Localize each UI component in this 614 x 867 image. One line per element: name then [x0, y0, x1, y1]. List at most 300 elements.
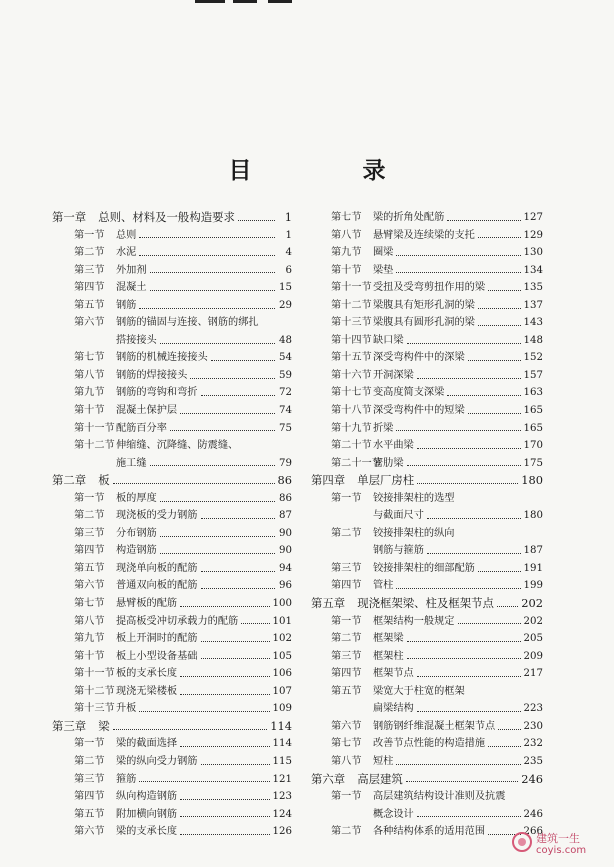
section-number: 第三节	[331, 650, 362, 662]
toc-section-row[interactable]	[311, 525, 543, 543]
toc-section-row[interactable]	[311, 753, 543, 771]
dot-leader	[180, 745, 269, 747]
page-number: 230	[523, 720, 543, 732]
section-title: 铰接排架柱的细部配筋	[373, 562, 475, 574]
toc-section-row[interactable]	[52, 402, 292, 420]
toc-section-row[interactable]	[52, 577, 292, 595]
section-number: 第九节	[74, 633, 105, 645]
section-entry	[116, 244, 292, 262]
dot-leader	[113, 482, 275, 484]
toc-section-row[interactable]	[311, 613, 543, 631]
section-title: 钢筋的锚固与连接、钢筋的绑扎	[116, 317, 259, 329]
section-title: 深受弯构件中的深梁	[373, 352, 465, 364]
dot-leader	[488, 289, 520, 291]
section-title: 外加剂	[116, 264, 147, 276]
page-number: 1	[285, 229, 292, 241]
toc-section-row[interactable]	[52, 525, 292, 543]
page-number: 86	[279, 492, 292, 504]
section-number: 第六节	[74, 580, 105, 592]
section-number: 第十二节	[74, 440, 115, 452]
toc-section-row[interactable]	[52, 771, 292, 789]
dot-leader	[396, 763, 520, 765]
toc-section-row[interactable]	[311, 332, 543, 350]
dot-leader	[160, 342, 275, 344]
section-entry	[116, 806, 292, 824]
dot-leader	[407, 342, 521, 344]
dot-leader	[407, 464, 521, 466]
toc-section-row[interactable]	[311, 823, 543, 841]
page-number: 202	[521, 596, 543, 611]
page-title: 目 录	[228, 158, 430, 184]
page-number: 129	[523, 229, 543, 241]
dot-leader	[201, 517, 276, 519]
page-number: 90	[279, 545, 292, 557]
section-entry	[373, 613, 543, 631]
page-number: 100	[272, 598, 292, 610]
section-entry	[373, 437, 543, 455]
section-entry	[116, 525, 292, 543]
page-number: 148	[523, 334, 543, 346]
section-entry	[373, 332, 543, 350]
chapter-entry	[311, 771, 543, 789]
section-entry	[373, 525, 543, 543]
section-number: 第四节	[331, 580, 362, 592]
section-title: 改善节点性能的构造措施	[373, 738, 486, 750]
dot-leader	[160, 552, 275, 554]
section-number: 第三节	[74, 527, 105, 539]
chapter-title: 现浇框架梁、柱及框架节点	[357, 596, 494, 611]
chapter-entry	[311, 595, 543, 613]
watermark	[512, 828, 608, 862]
section-number: 第十节	[74, 405, 105, 417]
section-number: 第十四节	[331, 334, 372, 346]
toc-chapter-row[interactable]	[311, 595, 543, 613]
page-number: 15	[279, 282, 292, 294]
toc-section-row[interactable]	[311, 735, 543, 753]
toc-chapter-row[interactable]	[52, 472, 292, 490]
toc-section-row[interactable]	[52, 683, 292, 701]
section-number: 第十七节	[331, 387, 372, 399]
section-number: 第五节	[331, 685, 362, 697]
section-entry	[116, 577, 292, 595]
page-number: 152	[523, 352, 543, 364]
page-number: 101	[272, 615, 292, 627]
watermark-logo-icon	[512, 832, 532, 852]
toc-section-row[interactable]	[311, 490, 543, 508]
toc-section-row[interactable]	[52, 560, 292, 578]
toc-section-row[interactable]	[52, 788, 292, 806]
section-title: 板的厚度	[116, 492, 157, 504]
section-title: 管柱	[373, 580, 394, 592]
section-number: 第二节	[74, 510, 105, 522]
toc-chapter-row[interactable]	[52, 718, 292, 736]
section-number: 第六节	[331, 720, 362, 732]
dot-leader	[468, 412, 521, 414]
section-number: 第十节	[331, 264, 362, 276]
section-number: 第十五节	[331, 352, 372, 364]
chapter-number: 第四章	[311, 473, 346, 488]
toc-section-row[interactable]	[311, 384, 543, 402]
dot-leader	[201, 640, 270, 642]
section-entry	[373, 683, 543, 701]
section-title: 箍筋	[116, 773, 137, 785]
page-number: 143	[523, 317, 543, 329]
toc-section-row[interactable]	[311, 402, 543, 420]
chapter-number: 第三章	[52, 718, 87, 733]
toc-section-row[interactable]	[52, 648, 292, 666]
section-number: 第三节	[331, 562, 362, 574]
toc-section-row[interactable]	[311, 297, 543, 315]
page-number: 266	[523, 826, 543, 838]
section-entry	[373, 297, 543, 315]
section-title: 深受弯构件中的短梁	[373, 405, 465, 417]
section-title: 框架柱	[373, 650, 404, 662]
toc-section-row[interactable]	[52, 227, 292, 245]
section-number: 第四节	[74, 545, 105, 557]
page-number: 170	[523, 440, 543, 452]
section-entry	[116, 823, 292, 841]
section-title: 各种结构体系的适用范围	[373, 826, 486, 838]
toc-section-row[interactable]	[311, 718, 543, 736]
toc-section-row[interactable]	[52, 490, 292, 508]
page-number: 105	[272, 650, 292, 662]
dot-leader	[447, 219, 520, 221]
section-title: 梁的支承长度	[116, 826, 178, 838]
section-title: 梁的截面选择	[116, 738, 178, 750]
toc-section-row[interactable]	[311, 227, 543, 245]
toc-section-row[interactable]	[52, 665, 292, 683]
section-entry	[116, 227, 292, 245]
section-entry	[116, 367, 292, 385]
section-number: 第十节	[74, 650, 105, 662]
section-entry	[373, 753, 543, 771]
toc-chapter-row[interactable]	[52, 209, 292, 227]
section-number: 第七节	[74, 352, 105, 364]
toc-cont-row[interactable]	[311, 507, 543, 525]
section-entry	[373, 577, 543, 595]
toc-section-row[interactable]	[311, 560, 543, 578]
section-title: 梁的纵向受力钢筋	[116, 755, 198, 767]
section-number: 第十一节	[74, 422, 115, 434]
section-number: 第五节	[74, 299, 105, 311]
toc-section-row[interactable]	[311, 788, 543, 806]
section-entry	[116, 297, 292, 315]
section-title: 圈梁	[373, 247, 394, 259]
page-number: 180	[521, 473, 543, 488]
section-title: 混凝土	[116, 282, 147, 294]
page-number: 4	[285, 247, 292, 259]
toc-section-row[interactable]	[52, 595, 292, 613]
toc-section-row[interactable]	[52, 735, 292, 753]
chapter-title: 梁	[98, 718, 110, 733]
section-title: 悬臂板的配筋	[116, 598, 178, 610]
toc-section-row[interactable]	[52, 806, 292, 824]
toc-chapter-row[interactable]	[311, 472, 543, 490]
section-entry	[373, 262, 543, 280]
top-edge-bar	[268, 0, 292, 3]
section-entry	[116, 560, 292, 578]
toc-section-row[interactable]	[52, 279, 292, 297]
toc-section-row[interactable]	[52, 437, 292, 455]
section-number: 第十六节	[331, 369, 372, 381]
toc-right-column	[311, 209, 543, 841]
toc-section-row[interactable]	[311, 648, 543, 666]
section-number: 第十一节	[331, 282, 372, 294]
dot-leader	[160, 500, 275, 502]
section-number: 第八节	[74, 615, 105, 627]
page-number: 157	[523, 369, 543, 381]
dot-leader	[478, 570, 521, 572]
dot-leader	[113, 728, 268, 730]
section-entry	[373, 806, 543, 824]
section-title: 短柱	[373, 755, 394, 767]
dot-leader	[417, 815, 521, 817]
page-number: 223	[523, 703, 543, 715]
dot-leader	[478, 307, 521, 309]
section-title: 现浇无梁楼板	[116, 685, 178, 697]
page-number: 90	[279, 527, 292, 539]
toc-section-row[interactable]	[52, 630, 292, 648]
page-number: 124	[272, 808, 292, 820]
section-entry	[116, 279, 292, 297]
page-number: 107	[272, 685, 292, 697]
section-entry	[373, 735, 543, 753]
section-number: 第十二节	[331, 299, 372, 311]
section-number: 第二十节	[331, 440, 372, 452]
section-entry	[116, 630, 292, 648]
section-entry	[373, 279, 543, 297]
toc-section-row[interactable]	[52, 420, 292, 438]
section-title: 缺口梁	[373, 334, 404, 346]
toc-section-row[interactable]	[311, 437, 543, 455]
toc-section-row[interactable]	[311, 209, 543, 227]
toc-section-row[interactable]	[52, 507, 292, 525]
page-number: 137	[523, 299, 543, 311]
toc-cont-row[interactable]	[311, 542, 543, 560]
page-number: 79	[279, 457, 292, 469]
dot-leader	[488, 745, 520, 747]
toc-section-row[interactable]	[311, 279, 543, 297]
dot-leader	[201, 763, 270, 765]
section-number: 第二节	[331, 826, 362, 838]
section-number: 第十三节	[74, 703, 115, 715]
section-title: 梁腹具有圆形孔洞的梁	[373, 317, 475, 329]
chapter-title: 高层建筑	[357, 771, 403, 786]
section-title: 板上小型设备基础	[116, 650, 198, 662]
dot-leader	[396, 429, 520, 431]
toc-section-row[interactable]	[311, 577, 543, 595]
dot-leader	[201, 657, 270, 659]
section-entry	[373, 788, 543, 806]
chapter-title: 单层厂房柱	[357, 473, 415, 488]
section-entry	[373, 384, 543, 402]
section-number: 第五节	[74, 562, 105, 574]
toc-section-row[interactable]	[311, 314, 543, 332]
page-number: 87	[279, 510, 292, 522]
section-number: 第四节	[74, 791, 105, 803]
dot-leader	[417, 710, 521, 712]
section-entry	[373, 700, 543, 718]
page-number: 121	[272, 773, 292, 785]
dot-leader	[170, 429, 275, 431]
top-edge-bar	[195, 0, 225, 3]
section-number: 第六节	[74, 826, 105, 838]
toc-cont-row[interactable]	[311, 700, 543, 718]
toc-section-row[interactable]	[52, 349, 292, 367]
section-entry	[116, 349, 292, 367]
dot-leader	[458, 622, 521, 624]
dot-leader	[417, 675, 521, 677]
section-number: 第二节	[331, 633, 362, 645]
toc-section-row[interactable]	[52, 384, 292, 402]
section-entry	[373, 718, 543, 736]
section-entry	[116, 735, 292, 753]
page-number: 106	[272, 668, 292, 680]
dot-leader	[190, 377, 275, 379]
section-entry	[116, 771, 292, 789]
toc-section-row[interactable]	[52, 262, 292, 280]
toc-cont-row[interactable]	[52, 332, 292, 350]
dot-leader	[150, 289, 275, 291]
toc-cont-row[interactable]	[311, 806, 543, 824]
page-number: 187	[523, 545, 543, 557]
dot-leader	[160, 535, 275, 537]
toc-chapter-row[interactable]	[311, 771, 543, 789]
chapter-title: 总则、材料及一般构造要求	[98, 210, 235, 224]
section-title: 与截面尺寸	[373, 510, 424, 522]
toc-section-row[interactable]	[52, 244, 292, 262]
section-entry	[373, 227, 543, 245]
toc-section-row[interactable]	[311, 262, 543, 280]
page-number: 235	[523, 755, 543, 767]
toc-section-row[interactable]	[52, 314, 292, 332]
section-number: 第三节	[74, 264, 105, 276]
section-title: 普通双向板的配筋	[116, 580, 198, 592]
section-entry	[116, 542, 292, 560]
section-title: 搭接接头	[116, 334, 157, 346]
section-title: 水泥	[116, 247, 137, 259]
section-title: 钢筋的焊接接头	[116, 369, 188, 381]
toc-cont-row[interactable]	[52, 455, 292, 473]
section-number: 第四节	[331, 668, 362, 680]
page-number: 246	[521, 771, 543, 786]
page-number: 135	[523, 282, 543, 294]
dot-leader	[150, 464, 275, 466]
dot-leader	[241, 622, 269, 624]
dot-leader	[211, 359, 275, 361]
page-number: 94	[279, 562, 292, 574]
toc-section-row[interactable]	[52, 297, 292, 315]
dot-leader	[406, 780, 518, 782]
dot-leader	[417, 447, 521, 449]
section-entry	[116, 490, 292, 508]
toc-section-row[interactable]	[311, 349, 543, 367]
section-number: 第十三节	[331, 317, 372, 329]
section-title: 高层建筑结构设计准则及抗震	[373, 791, 506, 803]
toc-section-row[interactable]	[311, 683, 543, 701]
section-title: 梁的折角处配筋	[373, 212, 445, 223]
page-number: 102	[272, 633, 292, 645]
toc-section-row[interactable]	[311, 244, 543, 262]
dot-leader	[201, 587, 276, 589]
toc-section-row[interactable]	[311, 630, 543, 648]
dot-leader	[180, 412, 275, 414]
chapter-number: 第五章	[311, 596, 346, 611]
page-number: 6	[285, 264, 292, 276]
section-title: 开洞深梁	[373, 369, 414, 381]
toc-section-row[interactable]	[52, 613, 292, 631]
section-entry	[116, 595, 292, 613]
watermark-url: coyis.com	[536, 845, 587, 856]
section-title: 概念设计	[373, 808, 414, 820]
section-entry	[373, 349, 543, 367]
toc-section-row[interactable]	[52, 542, 292, 560]
section-number: 第二节	[331, 527, 362, 539]
section-number: 第八节	[331, 755, 362, 767]
toc-section-row[interactable]	[311, 455, 543, 473]
dot-leader	[180, 815, 269, 817]
section-title: 受扭及受弯剪扭作用的梁	[373, 282, 486, 294]
section-number: 第九节	[74, 387, 105, 399]
dot-leader	[498, 728, 520, 730]
dot-leader	[201, 570, 276, 572]
chapter-entry	[52, 209, 292, 227]
section-title: 密肋梁	[373, 457, 404, 469]
dot-leader	[407, 640, 521, 642]
section-number: 第一节	[331, 791, 362, 803]
section-title: 折梁	[373, 422, 394, 434]
page-number: 126	[272, 826, 292, 838]
page-number: 114	[270, 718, 292, 733]
section-entry	[373, 367, 543, 385]
section-number: 第五节	[74, 808, 105, 820]
section-number: 第七节	[331, 738, 362, 750]
toc-section-row[interactable]	[52, 700, 292, 718]
toc-section-row[interactable]	[52, 367, 292, 385]
section-number: 第七节	[74, 598, 105, 610]
section-entry	[116, 455, 292, 473]
section-number: 第八节	[74, 369, 105, 381]
toc-section-row[interactable]	[52, 753, 292, 771]
section-number: 第六节	[74, 317, 105, 329]
page-number: 209	[523, 650, 543, 662]
toc-section-row[interactable]	[311, 420, 543, 438]
page-number: 54	[279, 352, 292, 364]
section-number: 第七节	[331, 212, 362, 223]
toc-section-row[interactable]	[311, 367, 543, 385]
dot-leader	[180, 833, 269, 835]
section-title: 伸缩缝、沉降缝、防震缝、	[116, 440, 239, 452]
section-title: 钢筋	[116, 299, 137, 311]
dot-leader	[396, 254, 520, 256]
toc-section-row[interactable]	[52, 823, 292, 841]
section-title: 附加横向钢筋	[116, 808, 178, 820]
page-number: 86	[277, 473, 292, 488]
dot-leader	[180, 675, 269, 677]
toc-section-row[interactable]	[311, 665, 543, 683]
page-number: 217	[523, 668, 543, 680]
page-number: 74	[279, 405, 292, 417]
section-entry	[116, 665, 292, 683]
section-number: 第一节	[74, 738, 105, 750]
section-title: 纵向构造钢筋	[116, 791, 178, 803]
section-entry	[116, 384, 292, 402]
section-entry	[116, 788, 292, 806]
section-entry	[373, 209, 543, 227]
page-number: 232	[523, 738, 543, 750]
section-title: 钢筋钢纤维混凝土框架节点	[373, 720, 496, 732]
page-number: 180	[523, 510, 543, 522]
